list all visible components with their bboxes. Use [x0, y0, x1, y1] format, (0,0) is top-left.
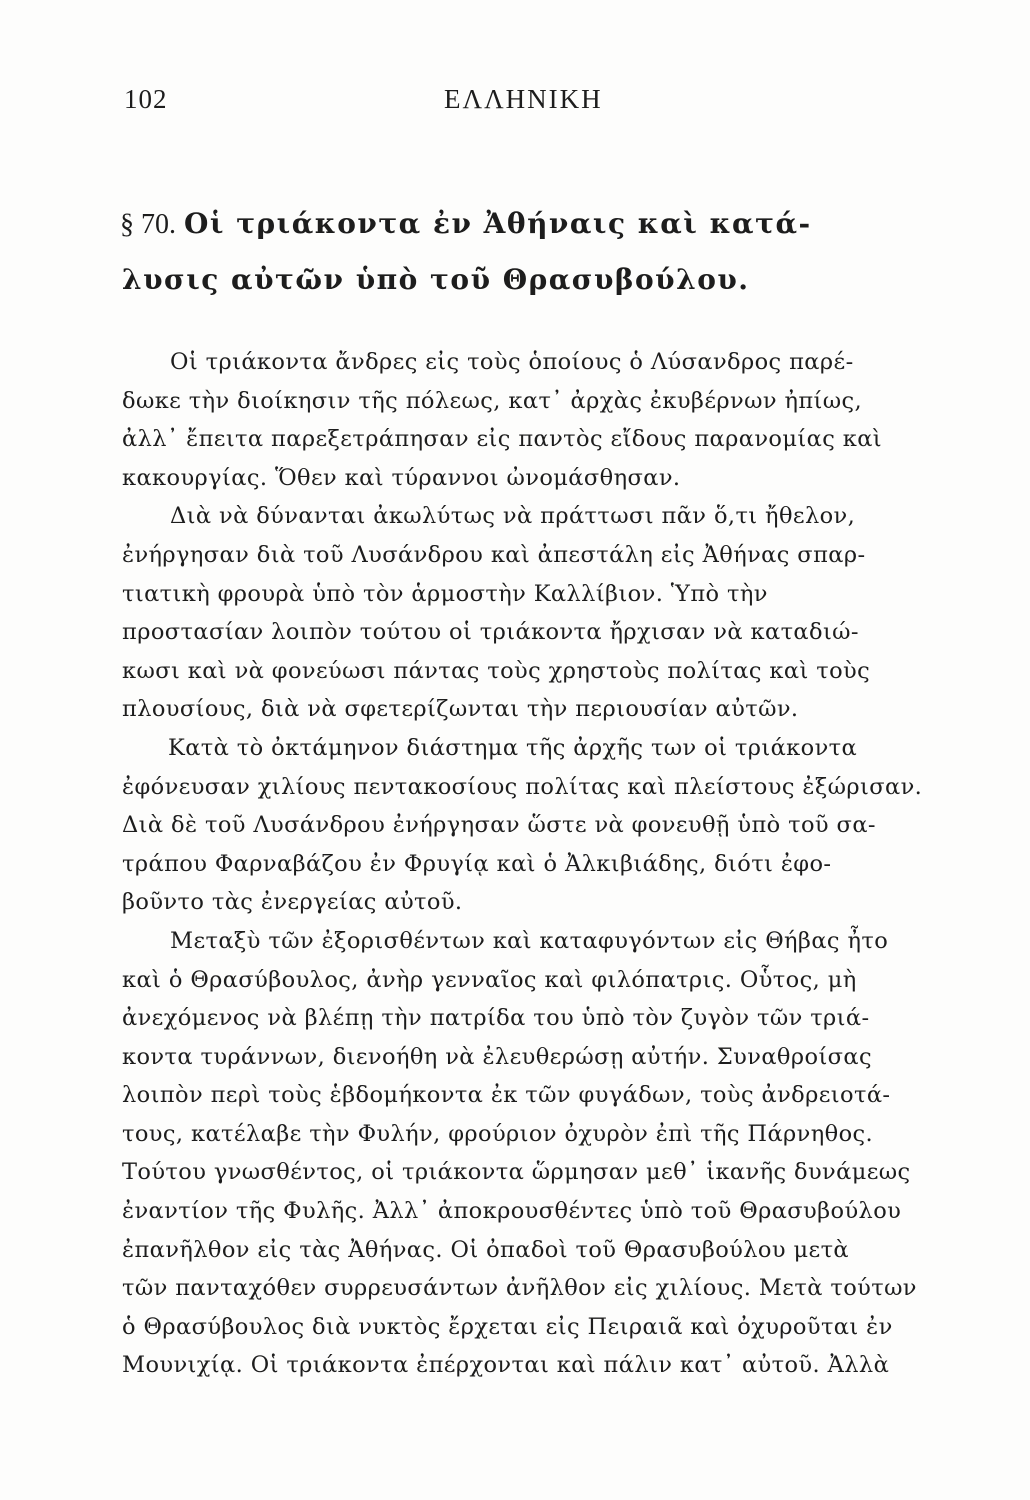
running-header: [124, 84, 924, 124]
text-line: ἐνήργησαν διὰ τοῦ Λυσάνδρου καὶ ἀπεστάλη εἰς Ἀθήνας σπαρ-: [122, 541, 866, 568]
text-line: Μεταξὺ τῶν ἐξορισθέντων καὶ καταφυγόντων εἰς Θήβας ἦτο: [170, 927, 889, 954]
text-line: κοντα τυράννων, διενοήθη νὰ ἐλευθερώσῃ αὐτήν. Συναθροίσας: [122, 1043, 873, 1070]
text-line: Διὰ νὰ δύνανται ἀκωλύτως νὰ πράττωσι πᾶν ὅ,τι ἤθελον,: [170, 503, 856, 530]
text-line: Μουνιχίᾳ. Οἱ τριάκοντα ἐπέρχονται καὶ πάλιν κατ᾽ αὐτοῦ. Ἀλλὰ: [122, 1352, 890, 1379]
text-line: κακουργίας. Ὅθεν καὶ τύραννοι ὠνομάσθησαν.: [122, 464, 681, 491]
text-line: Οἱ τριάκοντα ἄνδρες εἰς τοὺς ὁποίους ὁ Λύσανδρος παρέ-: [170, 349, 854, 375]
text-line: τιατικὴ φρουρὰ ὑπὸ τὸν ἁρμοστὴν Καλλίβιον. Ὑπὸ τὴν: [122, 580, 768, 607]
heading-text-2: λυσις αὐτῶν ὑπὸ τοῦ Θρασυβούλου.: [122, 263, 750, 296]
text-line: τῶν πανταχόθεν συρρευσάντων ἀνῆλθον εἰς χιλίους. Μετὰ τούτων: [122, 1275, 917, 1302]
section-number: § 70.: [120, 209, 176, 240]
text-line: ἐφόνευσαν χιλίους πεντακοσίους πολίτας καὶ πλείστους ἐξώρισαν.: [122, 773, 923, 800]
body-text: [122, 343, 934, 1385]
text-line: κωσι καὶ νὰ φονεύωσι πάντας τοὺς χρηστοὺς πολίτας καὶ τοὺς: [122, 657, 871, 684]
text-line: προστασίαν λοιπὸν τούτου οἱ τριάκοντα ἤρχισαν νὰ καταδιώ-: [122, 619, 859, 646]
text-line: δωκε τὴν διοίκησιν τῆς πόλεως, κατ᾽ ἀρχὰς ἐκυβέρνων ἠπίως,: [122, 387, 863, 414]
text-line: λοιπὸν περὶ τοὺς ἑβδομήκοντα ἐκ τῶν φυγάδων, τοὺς ἀνδρειοτά-: [122, 1082, 891, 1109]
text-line: ἐπανῆλθον εἰς τὰς Ἀθήνας. Οἱ ὀπαδοὶ τοῦ Θρασυβούλου μετὰ: [122, 1236, 850, 1263]
text-line: ἀλλ᾽ ἔπειτα παρεξετράπησαν εἰς παντὸς εἴδους παρανομίας καὶ: [122, 426, 883, 453]
text-line: πλουσίους, διὰ νὰ σφετερίζωνται τὴν περιουσίαν αὐτῶν.: [122, 696, 799, 723]
running-title: ΕΛΛΗΝΙΚΗ: [444, 84, 603, 114]
text-line: καὶ ὁ Θρασύβουλος, ἀνὴρ γενναῖος καὶ φιλόπατρις. Οὗτος, μὴ: [122, 966, 857, 993]
heading-text-1: Οἱ τριάκοντα ἐν Ἀθήναις καὶ κατά-: [184, 207, 812, 240]
text-line: ὁ Θρασύβουλος διὰ νυκτὸς ἔρχεται εἰς Πειραιᾶ καὶ ὀχυροῦται ἐν: [122, 1313, 893, 1340]
text-line: τράπου Φαρναβάζου ἐν Φρυγίᾳ καὶ ὁ Ἀλκιβιάδης, διότι ἐφο-: [122, 850, 832, 877]
heading-line-1: [120, 196, 935, 252]
text-line: Διὰ δὲ τοῦ Λυσάνδρου ἐνήργησαν ὥστε νὰ φονευθῇ ὑπὸ τοῦ σα-: [122, 812, 876, 839]
section-heading: [120, 196, 935, 307]
text-line: τους, κατέλαβε τὴν Φυλήν, φρούριον ὀχυρὸν ἐπὶ τῆς Πάρνηθος.: [122, 1120, 874, 1147]
heading-line-2: [120, 252, 935, 307]
text-line: βοῦντο τὰς ἐνεργείας αὐτοῦ.: [122, 889, 463, 916]
text-line: ἐναντίον τῆς Φυλῆς. Ἀλλ᾽ ἀποκρουσθέντες ὑπὸ τοῦ Θρασυβούλου: [122, 1198, 902, 1225]
page-number: 102: [124, 84, 168, 114]
text-line: ἀνεχόμενος νὰ βλέπῃ τὴν πατρίδα του ὑπὸ τὸν ζυγὸν τῶν τριά-: [122, 1005, 870, 1032]
text-line: Κατὰ τὸ ὀκτάμηνον διάστημα τῆς ἀρχῆς των οἱ τριάκοντα: [168, 734, 858, 761]
text-line: Τούτου γνωσθέντος, οἱ τριάκοντα ὥρμησαν μεθ᾽ ἱκανῆς δυνάμεως: [122, 1159, 911, 1186]
